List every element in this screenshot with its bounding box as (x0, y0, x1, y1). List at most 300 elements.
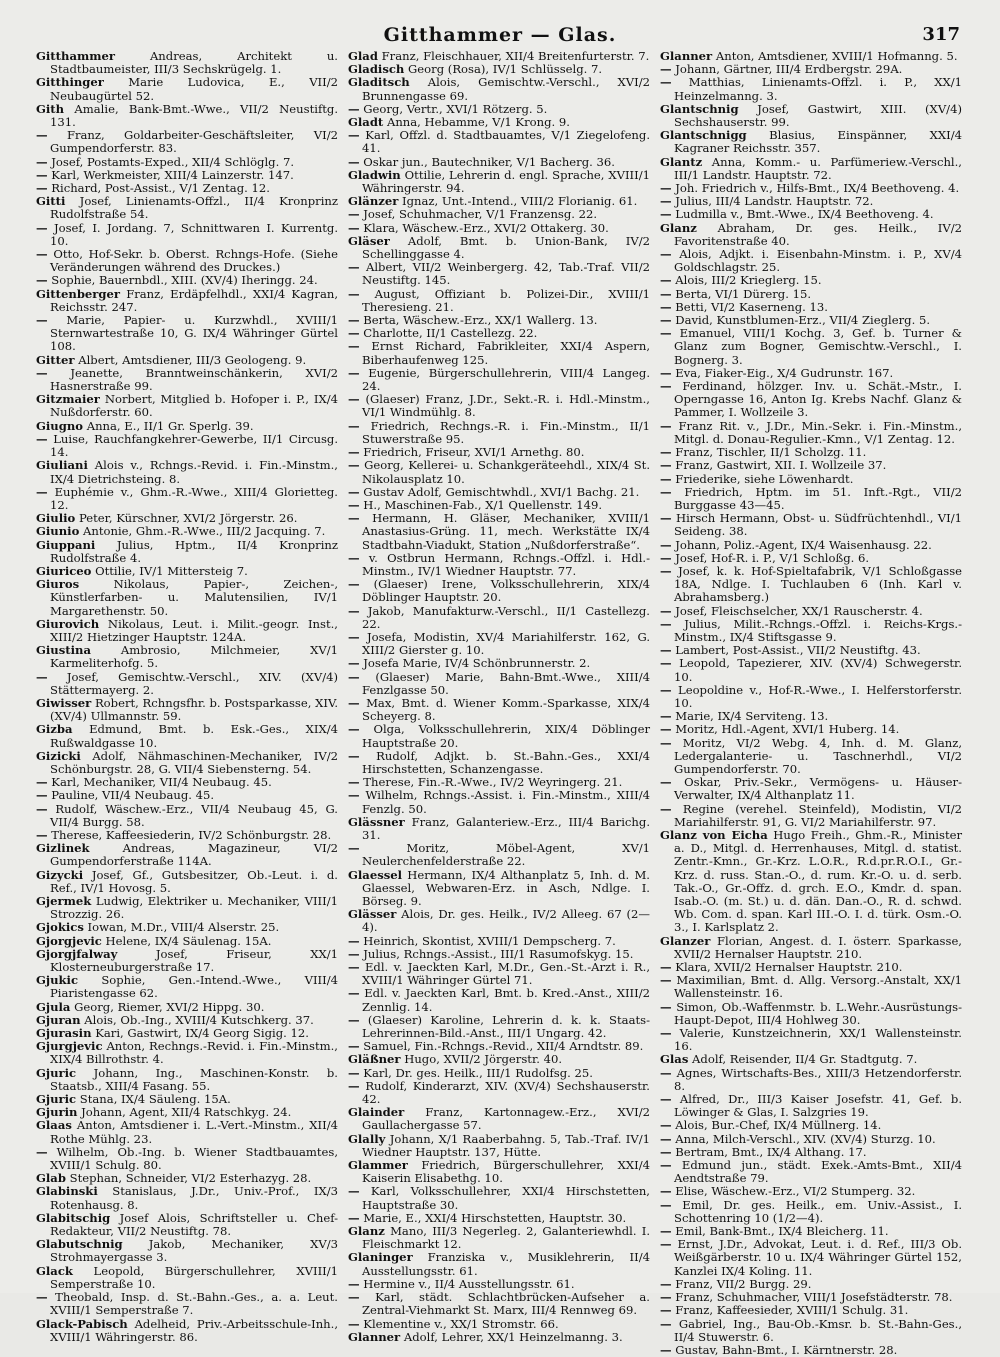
entry-details: Ludmilla v., Bmt.-Wwe., IX/4 Beethoveng. 4. (675, 207, 934, 222)
directory-entry (36, 1265, 338, 1291)
entry-details: Josef, Gastwirt, XIII. (XV/4) Sechshauserstr. 99. (674, 101, 962, 130)
entry-surname: — (348, 841, 360, 856)
entry-details: Wilhelm, Ob.-Ing. b. Wiener Stadtbauamtes, XVIII/1 Schulg. 80. (50, 1144, 339, 1173)
entry-surname: — (660, 709, 672, 724)
entry-surname: — (660, 313, 672, 328)
entry-details: Johann, Gärtner, III/4 Erdbergstr. 29A. (675, 62, 903, 77)
entry-details: (Glaeser) Karoline, Lehrerin d. k. k. Staats-Lehrerinnen-Bild.-Anst., III/1 Ungarg. 42. (362, 1012, 651, 1041)
directory-entry (660, 935, 962, 961)
entry-details: Moritz, Hdl.-Agent, XVI/1 Huberg. 14. (675, 722, 900, 737)
entry-surname: — (660, 299, 672, 314)
entry-surname: Giuriceo (36, 563, 92, 578)
directory-entry (348, 671, 650, 697)
entry-details: Oskar, Priv.-Sekr., Vermögens- u. Häuser-Verwalter, IX/4 Althanplatz 11. (674, 775, 962, 803)
entry-details: Hugo Freih., Ghm.-R., Minister a. D., Mitgl. d. Herrenhauses, Mitgl. d. statist. Zentr.-Kmn., Gr.-Krz. L.O.R., R.d.pr.R.O.I., Gr.-Krz. d. russ. Stan.-O., d. rum. Kr.-O. u. d. serb. Tak.-O., Gr.-Offz. d. grch. E.O., Kmdr. d. span. Isab.-O. (m. St.) u. d. dän. Dan.-O., R. d. schwd. Wb. Com. d. span. Karl III.-O. I. d. türk. Osm.-O. 3., I. Karlsplatz 2. (674, 827, 963, 935)
entry-details: Luise, Rauchfangkehrer-Gewerbe, II/1 Circusg. 14. (50, 431, 338, 460)
directory-entry (348, 1159, 650, 1185)
entry-details: Gabriel, Ing., Bau-Ob.-Kmsr. b. St.-Bahn-Ges., II/4 Stuwerstr. 6. (674, 1316, 963, 1344)
directory-entry (36, 723, 338, 749)
entry-surname: — (348, 669, 360, 684)
entry-surname: — (36, 788, 48, 803)
entry-surname: — (348, 748, 360, 763)
entry-surname: — (348, 577, 360, 592)
entry-surname: Gitthinger (36, 75, 104, 90)
entry-surname: — (348, 365, 360, 380)
entry-details: Amalie, Bank-Bmt.-Wwe., VII/2 Neustiftg. 131. (50, 101, 339, 130)
entry-details: Anna, E., II/1 Gr. Sperlg. 39. (86, 418, 254, 433)
directory-entry (36, 803, 338, 829)
entry-details: Josef, Gf., Gutsbesitzer, Ob.-Leut. i. d. Ref., IV/1 Hovosg. 5. (50, 867, 338, 895)
entry-details: Hermann, H. Gläser, Mechaniker, XVIII/1 Anastasius-Grüng. 11, mech. Werkstätte IX/4 Stadtbahn-Viadukt, Station „Nußdorferstraße“. (362, 511, 650, 552)
directory-entry (348, 1080, 650, 1106)
entry-surname: — (348, 1184, 360, 1199)
directory-entry (660, 618, 962, 644)
entry-surname: — (348, 392, 360, 407)
entry-surname: Gjula (36, 999, 71, 1014)
entry-details: Anton, Rechngs.-Revid. i. Fin.-Minstm., XIX/4 Billrothstr. 4. (50, 1039, 338, 1067)
entry-surname: Glanner (660, 49, 713, 63)
entry-surname: — (348, 695, 360, 710)
directory-entry (36, 618, 338, 644)
entry-details: Bertram, Bmt., IX/4 Althang. 17. (675, 1144, 867, 1159)
entry-details: Betti, VI/2 Kaserneng. 13. (675, 299, 828, 314)
entry-details: Hirsch Hermann, Obst- u. Südfrüchtenhdl., VI/1 Seideng. 38. (674, 511, 963, 539)
directory-entry (660, 512, 962, 538)
entry-surname: — (660, 603, 672, 618)
directory-entry (36, 367, 338, 393)
entry-surname: Glabinski (36, 1184, 98, 1199)
entry-details: Franz, Schuhmacher, VIII/1 Josefstädterstr. 78. (675, 1290, 953, 1305)
directory-entry (660, 657, 962, 683)
entry-details: Antonie, Ghm.-R.-Wwe., III/2 Jacquing. 7. (83, 524, 326, 539)
directory-entry (660, 737, 962, 777)
entry-surname: Giustina (36, 643, 91, 658)
directory-columns (36, 49, 964, 1357)
entry-details: Ottilie, IV/1 Mittersteig 7. (95, 563, 248, 578)
entry-surname: Gith (36, 101, 65, 116)
entry-details: Nikolaus, Leut. i. Milit.-geogr. Inst., XIII/2 Hietzinger Hauptstr. 124A. (50, 616, 338, 644)
entry-surname: Gjurgjevic (36, 1039, 103, 1054)
entry-details: Joh. Friedrich v., Hilfs-Bmt., IX/4 Beethoveng. 4. (675, 181, 960, 196)
directory-entry (36, 1146, 338, 1172)
entry-details: (Glaeser) Irene, Volksschullehrerin, XIX/4 Döblinger Hauptstr. 20. (362, 577, 650, 605)
entry-surname: — (660, 247, 672, 262)
entry-surname: — (348, 326, 360, 341)
entry-details: H., Maschinen-Fab., X/1 Quellenstr. 149. (363, 497, 603, 512)
directory-entry (348, 578, 650, 604)
entry-surname: — (348, 154, 360, 169)
entry-surname: Giurovich (36, 616, 100, 631)
entry-surname: Gjuric (36, 1092, 77, 1107)
entry-surname: — (660, 801, 672, 816)
entry-details: Helene, IX/4 Säulenag. 15A. (105, 933, 272, 948)
entry-details: Klementine v., XX/1 Stromstr. 66. (363, 1316, 559, 1331)
entry-surname: Giuliani (36, 458, 88, 473)
directory-entry (348, 1185, 650, 1211)
entry-surname: — (660, 999, 672, 1014)
entry-surname: Gizicki (36, 748, 81, 763)
entry-surname: — (348, 1290, 360, 1305)
entry-details: Nikolaus, Papier-, Zeichen-, Künstlerfarben- u. Malutensilien, IV/1 Margarethenstr. 50. (50, 577, 339, 618)
entry-details: Alois, Bur.-Chef, IX/4 Müllnerg. 14. (675, 1118, 882, 1133)
entry-details: Franz Rit. v., J.Dr., Min.-Sekr. i. Fin.-Minstm., Mitgl. d. Donau-Regulier.-Kmn., V/1 Zentag. 12. (674, 418, 962, 446)
entry-surname: — (36, 669, 48, 684)
entry-surname: — (660, 550, 672, 565)
entry-surname: Gjorgjevic (36, 933, 102, 948)
entry-details: Marie, Papier- u. Kurzwhdl., XVIII/1 Sternwartestraße 10, G. IX/4 Währinger Gürtel 108. (50, 313, 338, 354)
entry-surname: — (36, 1144, 48, 1159)
entry-surname: — (36, 484, 48, 499)
entry-details: Mano, III/3 Negerleg. 2, Galanteriewhdl. I. Fleischmarkt 12. (362, 1224, 650, 1252)
entry-surname: — (348, 986, 360, 1001)
directory-entry (660, 327, 962, 367)
entry-surname: Gläser (348, 233, 390, 248)
entry-surname: Glantz (660, 154, 703, 169)
entry-surname: — (36, 365, 48, 380)
entry-surname: Gjurin (36, 1105, 78, 1120)
entry-surname: Glabitschig (36, 1210, 111, 1225)
entry-details: Marie Ludovica, E., VII/2 Neubaugürtel 52. (50, 75, 339, 103)
entry-details: Friedrich, Bürgerschullehrer, XXI/4 Kaiserin Elisabethg. 10. (362, 1158, 651, 1186)
entry-details: Anna, Komm.- u. Parfümeriew.-Verschl., III/1 Landstr. Hauptstr. 72. (674, 154, 962, 182)
entry-surname: — (660, 960, 672, 975)
entry-surname: — (660, 1184, 672, 1199)
entry-details: Josef, k. k. Hof-Spieltafabrik, V/1 Schloßgasse 18A, Ndlge. I. Tuchlauben 6 (Inh. Karl v. Abrahamsberg.) (674, 563, 963, 605)
entry-surname: — (660, 62, 672, 77)
directory-entry (660, 1199, 962, 1225)
entry-details: Norbert, Mitglied b. Hofoper i. P., IX/4 Nußdorferstr. 60. (50, 392, 339, 420)
entry-surname: — (660, 273, 672, 288)
directory-entry (36, 129, 338, 155)
column-3 (660, 49, 963, 1357)
directory-entry (348, 908, 650, 934)
entry-surname: Glantschnig (660, 101, 739, 116)
entry-details: Berta, VI/1 Dürerg. 15. (675, 286, 812, 301)
entry-surname: Glack (36, 1263, 73, 1278)
entry-surname: — (660, 973, 672, 988)
entry-surname: — (660, 207, 672, 222)
entry-surname: — (660, 458, 672, 473)
entry-surname: Gläßner (348, 1052, 401, 1067)
entry-surname: — (348, 128, 360, 143)
entry-surname: — (36, 1290, 48, 1305)
entry-surname: Gjukic (36, 973, 79, 988)
entry-surname: — (348, 775, 360, 790)
entry-surname: — (660, 181, 672, 196)
entry-surname: — (36, 128, 48, 143)
entry-details: Max, Bmt. d. Wiener Komm.-Sparkasse, XIX/4 Scheyerg. 8. (362, 695, 650, 724)
entry-details: Karl, Volksschullehrer, XXI/4 Hirschstetten, Hauptstraße 30. (362, 1184, 650, 1212)
directory-entry (660, 420, 962, 446)
entry-details: Georg, Vertr., XVI/1 Rötzerg. 5. (363, 101, 548, 116)
entry-details: Adolf, Lehrer, XX/1 Heinzelmanng. 3. (403, 1329, 623, 1344)
entry-details: Josef, Schuhmacher, V/1 Franzensg. 22. (363, 207, 598, 222)
entry-details: Anton, Amtsdiener i. L.-Vert.-Minstm., XII/4 Rothe Mühlg. 23. (50, 1118, 338, 1146)
entry-surname: — (348, 933, 360, 948)
entry-details: Johann, Poliz.-Agent, IX/4 Waisenhausg. 22. (675, 537, 932, 552)
directory-entry (660, 1159, 962, 1185)
entry-surname: — (348, 722, 360, 737)
directory-entry (348, 1291, 650, 1317)
entry-details: Stana, IX/4 Säuleng. 15A. (79, 1092, 231, 1107)
entry-surname: — (348, 101, 360, 116)
entry-surname: Gjuran (36, 1012, 81, 1027)
entry-details: Josef, Fleischselcher, XX/1 Rauscherstr. 4. (675, 603, 923, 618)
entry-surname: — (36, 220, 48, 235)
directory-entry (348, 631, 650, 657)
entry-details: Andreas, Magazineur, VI/2 Gumpendorferstraße 114A. (50, 841, 338, 869)
directory-entry (348, 420, 650, 446)
entry-details: Stephan, Schneider, VI/2 Esterhazyg. 28. (69, 1171, 312, 1186)
entry-details: Franz, Kartonnagew.-Erz., XVI/2 Gaullachergasse 57. (362, 1105, 651, 1133)
entry-surname: Glaessel (348, 867, 403, 882)
entry-surname: — (660, 1131, 672, 1146)
entry-surname: Giwisser (36, 695, 92, 710)
entry-surname: — (348, 1012, 360, 1027)
entry-details: Karl, Dr. ges. Heilk., III/1 Rudolfsg. 25. (363, 1065, 593, 1080)
entry-details: Jeanette, Branntweinschänkerin, XVI/2 Hasnerstraße 99. (50, 365, 338, 394)
entry-surname: — (348, 946, 360, 961)
directory-entry (36, 222, 338, 248)
entry-details: Friedrich, Rechngs.-R. i. Fin.-Minstm., II/1 Stuwerstraße 95. (362, 418, 651, 446)
entry-surname: Giulio (36, 511, 76, 526)
entry-details: Oskar jun., Bautechniker, V/1 Bacherg. 36. (363, 154, 615, 169)
entry-details: Ambrosio, Milchmeier, XV/1 Karmeliterhofg. 5. (50, 643, 338, 671)
entry-surname: — (660, 656, 672, 671)
entry-surname: — (660, 511, 672, 526)
entry-details: Franz, Galanteriew.-Erz., III/4 Barichg. 31. (362, 814, 650, 842)
entry-details: Josef, Postamts-Exped., XII/4 Schlöglg. 7. (51, 154, 295, 169)
directory-entry (348, 129, 650, 155)
directory-entry (36, 103, 338, 129)
entry-surname: — (348, 788, 360, 803)
entry-surname: Giuppani (36, 537, 96, 552)
entry-surname: — (348, 458, 360, 473)
directory-entry (348, 1106, 650, 1132)
entry-details: Therese, Fin.-R.-Wwe., IV/2 Weyringerg. 21. (363, 775, 623, 790)
entry-details: Anna, Hebamme, V/1 Krong. 9. (386, 115, 570, 130)
entry-details: Valerie, Kunstzeichnerin, XX/1 Wallensteinstr. 16. (674, 1026, 962, 1054)
entry-details: Friederike, siehe Löwenhardt. (675, 471, 854, 486)
entry-details: Johann, Agent, XII/4 Ratschkyg. 24. (81, 1105, 292, 1120)
entry-surname: — (660, 1237, 672, 1252)
directory-entry (348, 235, 650, 261)
entry-surname: — (660, 1197, 672, 1212)
directory-entry (660, 103, 962, 129)
entry-details: Abraham, Dr. ges. Heilk., IV/2 Favoritenstraße 40. (674, 220, 962, 248)
entry-surname: — (660, 1118, 672, 1133)
directory-entry (660, 829, 962, 935)
entry-details: Robert, Rchngsfhr. b. Postsparkasse, XIV. (XV/4) Ullmannstr. 59. (50, 695, 338, 724)
entry-details: Gustav, Bahn-Bmt., I. Kärntnerstr. 28. (675, 1342, 898, 1357)
entry-details: Anna, Milch-Verschl., XIV. (XV/4) Sturzg. 10. (675, 1131, 936, 1146)
entry-surname: — (348, 1065, 360, 1080)
entry-details: Marie, E., XXI/4 Hirschstetten, Hauptstr. 30. (363, 1210, 627, 1225)
directory-entry (660, 76, 962, 102)
directory-entry (348, 961, 650, 987)
entry-surname: Glab (36, 1171, 66, 1186)
entry-details: David, Kunstblumen-Erz., VII/4 Zieglerg. 5. (675, 313, 931, 328)
directory-entry (36, 539, 338, 565)
entry-details: Karl, städt. Schlachtbrücken-Aufseher a. Zentral-Viehmarkt St. Marx, III/4 Rennweg 69. (362, 1290, 650, 1318)
entry-surname: — (660, 616, 672, 631)
entry-details: Moritz, VI/2 Webg. 4, Inh. d. M. Glanz, Ledergalanterie- u. Taschnerhdl., VI/2 Gumpendorferstr. 70. (674, 735, 963, 776)
entry-details: Karl, Mechaniker, VII/4 Neubaug. 45. (51, 775, 272, 790)
entry-details: Franziska v., Musiklehrerin, II/4 Ausstellungsstr. 61. (362, 1250, 650, 1278)
entry-details: Jakob, Manufakturw.-Verschl., II/1 Castellezg. 22. (362, 603, 650, 631)
entry-surname: — (348, 960, 360, 975)
entry-details: Franz, Fleischhauer, XII/4 Breitenfurterstr. 7. (381, 49, 650, 63)
entry-surname: Gladitsch (348, 75, 410, 90)
entry-surname: Gizlinek (36, 841, 90, 856)
entry-details: Alois, Adjkt. i. Eisenbahn-Minstm. i. P., XV/4 Goldschlagstr. 25. (674, 247, 962, 275)
entry-surname: Gittenberger (36, 286, 121, 301)
directory-entry (660, 565, 962, 605)
entry-surname: Glanz (348, 1224, 385, 1239)
entry-details: Johann, Ing., Maschinen-Konstr. b. Staatsb., XIII/4 Fasang. 55. (50, 1065, 338, 1093)
directory-entry (348, 987, 650, 1013)
entry-surname: — (348, 511, 360, 526)
entry-surname: — (348, 484, 360, 499)
entry-surname: — (660, 1342, 672, 1357)
entry-surname: — (348, 418, 360, 433)
entry-surname: Glanner (348, 1329, 401, 1344)
entry-surname: Glammer (348, 1158, 408, 1173)
entry-surname: — (660, 1026, 672, 1041)
directory-entry (36, 288, 338, 314)
column-1 (36, 49, 339, 1344)
entry-surname: Gjermek (36, 894, 92, 908)
directory-entry (348, 288, 650, 314)
directory-entry (36, 195, 338, 221)
directory-entry (348, 367, 650, 393)
directory-entry (660, 156, 962, 182)
entry-surname: — (36, 827, 48, 842)
entry-details: Franz, Gastwirt, XII. I. Wollzeile 37. (675, 458, 887, 473)
entry-surname: Glaas (36, 1118, 72, 1133)
entry-details: Matthias, Linienamts-Offzl. i. P., XX/1 Heinzelmanng. 3. (674, 75, 963, 103)
entry-details: Ferdinand, hölzger. Inv. u. Schät.-Mstr., I. Operngasse 16, Anton Ig. Krebs Nachf. Glanz & Pammer, I. Wollzeile 3. (674, 379, 962, 420)
entry-details: Hermine v., II/4 Ausstellungsstr. 61. (363, 1276, 575, 1291)
directory-entry (348, 552, 650, 578)
entry-details: Alois v., Rchngs.-Revid. i. Fin.-Minstm., IX/4 Dietrichsteing. 8. (50, 458, 338, 486)
directory-entry (348, 842, 650, 868)
entry-details: Josef, Hof-R. i. P., V/1 Schloßg. 6. (675, 550, 870, 565)
entry-surname: Gladisch (348, 62, 405, 77)
entry-details: Wilhelm, Rchngs.-Assist. i. Fin.-Minstm., XIII/4 Fenzlg. 50. (362, 788, 651, 816)
directory-entry (660, 684, 962, 710)
entry-surname: Glas (660, 1052, 689, 1067)
entry-details: Julius, III/4 Landstr. Hauptstr. 72. (675, 194, 874, 209)
entry-surname: — (348, 497, 360, 512)
entry-surname: — (660, 365, 672, 380)
entry-surname: Glanzer (660, 933, 711, 948)
entry-details: Emil, Dr. ges. Heilk., em. Univ.-Assist., I. Schottenring 10 (1/2—4). (674, 1197, 963, 1225)
entry-details: Kari, Gastwirt, IX/4 Georg Sigig. 12. (95, 1026, 309, 1041)
entry-surname: — (660, 445, 672, 460)
entry-details: Leopold, Tapezierer, XIV. (XV/4) Schwegerstr. 10. (674, 656, 963, 684)
entry-details: Maximilian, Bmt. d. Allg. Versorg.-Anstalt, XX/1 Wallensteinstr. 16. (674, 973, 962, 1001)
entry-details: Josef, Friseur, XX/1 Klosterneuburgerstraße 17. (50, 946, 338, 975)
entry-surname: — (660, 722, 672, 737)
directory-entry (660, 776, 962, 802)
directory-entry (348, 76, 650, 102)
entry-surname: — (660, 471, 672, 486)
entry-details: Josef, Linienamts-Offzl., II/4 Kronprinz Rudolfstraße 54. (50, 194, 339, 222)
entry-surname: — (348, 1276, 360, 1291)
directory-entry (348, 1251, 650, 1277)
entry-surname: — (660, 418, 672, 433)
entry-surname: Giuros (36, 577, 80, 592)
entry-details: Karl, Offzl. d. Stadtbauamtes, V/1 Ziegelofeng. 41. (362, 128, 650, 156)
entry-details: Franz, VII/2 Burgg. 29. (675, 1276, 812, 1291)
entry-details: Marie, IX/4 Serviteng. 13. (675, 709, 829, 724)
directory-entry (36, 697, 338, 723)
entry-details: Josefa Marie, IV/4 Schönbrunnerstr. 2. (363, 656, 591, 671)
entry-surname: — (660, 682, 672, 697)
entry-details: Gustav Adolf, Gemischtwhdl., XVI/1 Bachg. 21. (363, 484, 640, 499)
entry-surname: Glaninger (348, 1250, 413, 1265)
entry-details: Edl. v. Jaeckten Karl, Bmt. b. Kred.-Anst., XIII/2 Zennlig. 14. (362, 986, 650, 1014)
directory-entry (36, 842, 338, 868)
directory-entry (36, 750, 338, 776)
entry-details: Hugo, XVII/2 Jörgerstr. 40. (404, 1052, 563, 1067)
entry-surname: — (660, 1303, 672, 1318)
directory-entry (348, 750, 650, 776)
entry-details: Leopoldine v., Hof-R.-Wwe., I. Helferstorferstr. 10. (674, 682, 963, 710)
entry-surname: — (348, 313, 360, 328)
entry-details: Franz, Kaffeesieder, XVIII/1 Schulg. 31. (675, 1303, 909, 1318)
entry-details: Edl. v. Jaeckten Karl, M.Dr., Gen.-St.-Arzt i. R., XVIII/1 Währinger Gürtel 71. (362, 960, 651, 988)
entry-surname: — (660, 286, 672, 301)
entry-details: Alois, Dr. ges. Heilk., IV/2 Alleeg. 67 (2—4). (362, 907, 651, 935)
entry-details: Alfred, Dr., III/3 Kaiser Josefstr. 41, Gef. b. Löwinger & Glas, I. Salzgries 19. (674, 1092, 963, 1120)
entry-surname: — (348, 603, 360, 618)
directory-entry (36, 433, 338, 459)
entry-surname: — (660, 1224, 672, 1239)
directory-entry (660, 803, 962, 829)
directory-entry (660, 1318, 962, 1344)
entry-details: Ignaz, Unt.-Intend., VIII/2 Florianig. 61. (402, 194, 638, 209)
directory-entry (348, 1331, 650, 1344)
entry-details: Friedrich, Friseur, XVI/1 Arnethg. 80. (363, 445, 585, 460)
column-2 (348, 49, 651, 1344)
directory-entry (348, 723, 650, 749)
directory-entry (660, 1238, 962, 1278)
entry-surname: Gjorgjfalway (36, 946, 118, 961)
entry-surname: Gizycki (36, 867, 84, 882)
directory-entry (36, 869, 338, 895)
entry-details: Adelheid, Priv.-Arbeitsschule-Inh., XVIII/1 Währingerstr. 86. (50, 1316, 339, 1344)
entry-details: Euphémie v., Ghm.-R.-Wwe., XIII/4 Glorietteg. 12. (50, 484, 338, 512)
directory-entry (36, 974, 338, 1000)
entry-surname: — (660, 1092, 672, 1107)
entry-surname: Glad (348, 49, 378, 63)
entry-surname: — (36, 181, 48, 196)
entry-surname: — (348, 1316, 360, 1331)
entry-surname: — (660, 379, 672, 394)
entry-surname: — (348, 550, 360, 565)
directory-entry (36, 1238, 338, 1264)
entry-surname: — (348, 220, 360, 235)
entry-details: Albert, VII/2 Weinbergerg. 42, Tab.-Traf. VII/2 Neustiftg. 145. (362, 260, 650, 288)
entry-details: Regine (verehel. Steinfeld), Modistin, VI/2 Mariahilferstr. 91, G. VI/2 Mariahilferstr. 97. (674, 801, 962, 829)
entry-details: Josef, Gemischtw.-Verschl., XIV. (XV/4) Stättermayerg. 2. (50, 669, 338, 697)
entry-details: Edmund, Bmt. b. Esk.-Ges., XIX/4 Rußwaldgasse 10. (50, 722, 339, 750)
page-title: Gitthammer — Glas. (383, 24, 617, 46)
page-number: 317 (922, 24, 960, 45)
entry-details: v. Ostbrun Hermann, Rchngs.-Offzl. i. Hdl.-Minstm., IV/1 Wiedner Hauptstr. 77. (362, 550, 651, 578)
